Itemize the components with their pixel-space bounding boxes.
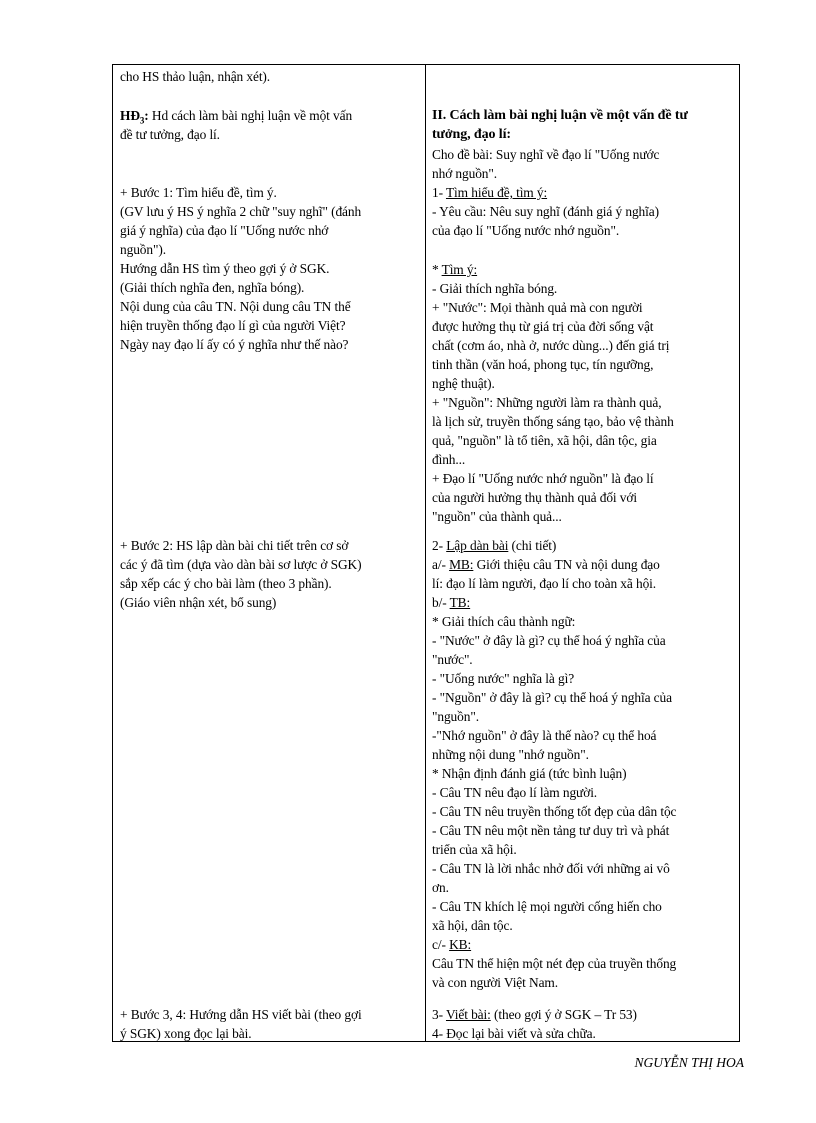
text-line: ý SGK) xong đọc lại bài.: [120, 1026, 252, 1041]
intro-text: Giới thiệu câu TN và nội dung đạo: [473, 557, 660, 572]
find-ideas-title: Tìm ý:: [441, 262, 478, 277]
text-line: "nước".: [432, 652, 473, 667]
body-label: TB:: [449, 595, 471, 610]
subsection-title: Lập dàn bài: [446, 538, 509, 553]
text-line: - Câu TN nêu đạo lí làm người.: [432, 785, 598, 800]
conclusion-line: [432, 935, 471, 954]
text-line: - "Uống nước" nghĩa là gì?: [432, 671, 575, 686]
text-line: nguồn").: [120, 242, 166, 257]
text-line: tinh thần (văn hoá, phong tục, tín ngưỡng,: [432, 357, 654, 372]
item-prefix: c/-: [432, 937, 450, 952]
teacher-activity-column: [113, 65, 425, 1041]
text-line: lí: đạo lí làm người, đạo lí cho toàn xã hội.: [432, 576, 657, 591]
subsection-4: 4- Đọc lại bài viết và sửa chữa.: [432, 1026, 596, 1041]
text-line: sắp xếp các ý cho bài làm (theo 3 phần).: [120, 576, 332, 591]
text-line: Cho đề bài: Suy nghĩ về đạo lí "Uống nước: [432, 147, 660, 162]
text-line: giá ý nghĩa) của đạo lí "Uống nước nhớ: [120, 223, 329, 238]
activity-number: 3: [139, 115, 145, 126]
text-line: - Giải thích nghĩa bóng.: [432, 281, 558, 296]
text-line: chất (cơm áo, nhà ở, nước dùng...) đến giá trị: [432, 338, 670, 353]
subsection-number: 2-: [432, 538, 447, 553]
text-line: + "Nguồn": Những người làm ra thành quả,: [432, 395, 662, 410]
subsection-title: Viết bài:: [445, 1007, 491, 1022]
subsection-number: 3-: [432, 1007, 446, 1022]
intro-line: [432, 555, 660, 574]
text-line: Câu TN thể hiện một nét đẹp của truyền thống: [432, 956, 677, 971]
text-line: quả, "nguồn" là tổ tiên, xã hội, dân tộc, gia: [432, 433, 657, 448]
text-line: * Giải thích câu thành ngữ:: [432, 614, 576, 629]
activity-label: HĐ: [120, 108, 140, 123]
subsection-note: (chi tiết): [508, 538, 557, 553]
subsection-number: 1-: [432, 185, 446, 200]
text-line: - "Nước" ở đây là gì? cụ thể hoá ý nghĩa của: [432, 633, 666, 648]
subsection-2: [432, 536, 556, 555]
intro-label: MB:: [449, 557, 474, 572]
text-line: * Nhận định đánh giá (tức bình luận): [432, 766, 627, 781]
text-line: + "Nước": Mọi thành quả mà con người: [432, 300, 643, 315]
text-line: (Giải thích nghĩa đen, nghĩa bóng).: [120, 280, 305, 295]
text-line: (Giáo viên nhận xét, bổ sung): [120, 595, 277, 610]
text-line: xã hội, dân tộc.: [432, 918, 513, 933]
text-line: - Câu TN nêu một nền tảng tư duy trì và phát: [432, 823, 670, 838]
text-line: - Câu TN là lời nhắc nhở đối với những ai vô: [432, 861, 670, 876]
find-ideas-heading: [432, 260, 477, 279]
text-line: Hướng dẫn HS tìm ý theo gợi ý ở SGK.: [120, 261, 330, 276]
text-line: "nguồn" của thành quả...: [432, 509, 562, 524]
text-line: đề tư tưởng, đạo lí.: [120, 127, 220, 142]
text-line: nhớ nguồn".: [432, 166, 498, 181]
text-line: (GV lưu ý HS ý nghĩa 2 chữ "suy nghĩ" (đánh: [120, 204, 362, 219]
text-line: - "Nguồn" ở đây là gì? cụ thể hoá ý nghĩa của: [432, 690, 672, 705]
text-line: nghệ thuật).: [432, 376, 495, 391]
text-line: là lịch sử, truyền thống sáng tạo, bảo vệ thành: [432, 414, 674, 429]
lesson-table: [112, 64, 740, 1042]
text-line: - Câu TN khích lệ mọi người cống hiến cho: [432, 899, 662, 914]
item-prefix: a/-: [432, 557, 450, 572]
text-line: - Câu TN nêu truyền thống tốt đẹp của dân tộc: [432, 804, 677, 819]
activity-text: Hd cách làm bài nghị luận về một vấn: [148, 108, 353, 123]
text-line: -"Nhớ nguồn" ở đây là thế nào? cụ thể hoá: [432, 728, 657, 743]
text-line: "nguồn".: [432, 709, 479, 724]
text-line: của người hưởng thụ thành quả đối với: [432, 490, 637, 505]
text-line: được hưởng thụ từ giá trị của đời sống vật: [432, 319, 654, 334]
lesson-content-column: [426, 65, 740, 1041]
author-signature: NGUYỄN THỊ HOA: [634, 1055, 744, 1070]
body-line: [432, 593, 470, 612]
text-line: hiện truyền thống đạo lí gì của người Việt?: [120, 318, 346, 333]
text-line: Ngày nay đạo lí ấy có ý nghĩa như thế nào?: [120, 337, 349, 352]
text-line: Nội dung của câu TN. Nội dung câu TN thể: [120, 299, 351, 314]
text-line: ơn.: [432, 880, 449, 895]
text-line: + Đạo lí "Uống nước nhớ nguồn" là đạo lí: [432, 471, 654, 486]
subsection-1: [432, 183, 547, 202]
conclusion-label: KB:: [449, 937, 472, 952]
step-3-4-title: + Bước 3, 4: Hướng dẫn HS viết bài (theo gợi: [120, 1007, 362, 1022]
text-line: cho HS thảo luận, nhận xét).: [120, 69, 271, 84]
text-line: của đạo lí "Uống nước nhớ nguồn".: [432, 223, 620, 238]
step-2-title: + Bước 2: HS lập dàn bài chi tiết trên cơ sở: [120, 538, 349, 553]
subsection-title: Tìm hiểu đề, tìm ý:: [445, 185, 548, 200]
text-line: - Yêu cầu: Nêu suy nghĩ (đánh giá ý nghĩa): [432, 204, 659, 219]
subsection-note: (theo gợi ý ở SGK – Tr 53): [490, 1007, 637, 1022]
text-line: các ý đã tìm (dựa vào dàn bài sơ lược ở SGK): [120, 557, 362, 572]
bullet-star: *: [432, 262, 442, 277]
section-heading: tưởng, đạo lí:: [432, 127, 511, 142]
step-1-title: + Bước 1: Tìm hiểu đề, tìm ý.: [120, 185, 277, 200]
text-line: đình...: [432, 452, 466, 467]
text-line: và con người Việt Nam.: [432, 975, 558, 990]
activity-colon: :: [144, 108, 149, 123]
item-prefix: b/-: [432, 595, 450, 610]
text-line: những nội dung "nhớ nguồn".: [432, 747, 589, 762]
section-heading: II. Cách làm bài nghị luận về một vấn đề tư: [432, 108, 688, 123]
subsection-3: [432, 1005, 637, 1024]
text-line: triển của xã hội.: [432, 842, 517, 857]
